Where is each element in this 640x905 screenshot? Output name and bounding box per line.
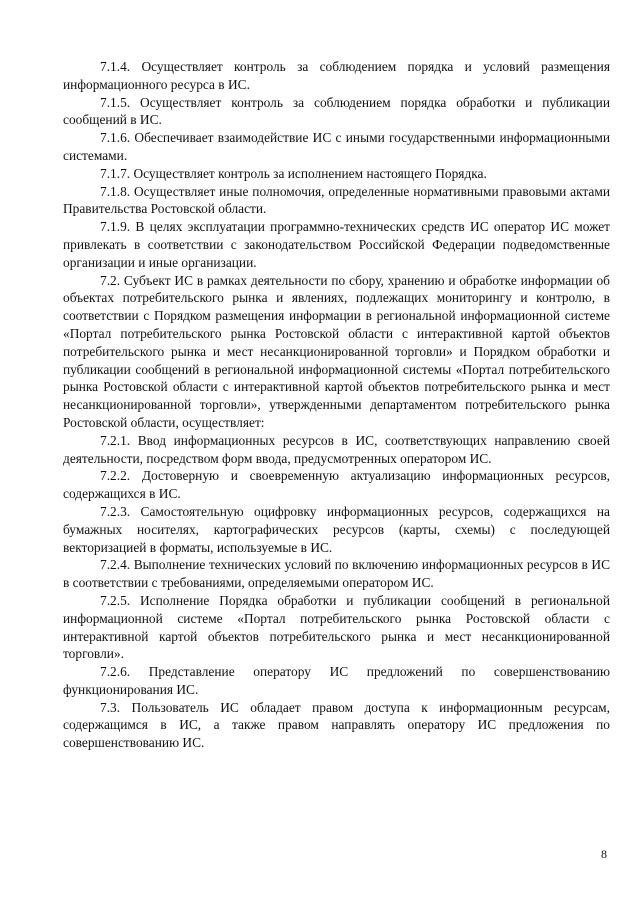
paragraph-7-1-9: 7.1.9. В целях эксплуатации программно-технических средств ИС оператор ИС может привлекать в соответствии с законодательством Российской Федерации подведомственные организации и иные организации. xyxy=(63,219,610,270)
paragraph-7-1-7: 7.1.7. Осуществляет контроль за исполнением настоящего Порядка. xyxy=(100,165,487,181)
paragraph-7-2: 7.2. Субъект ИС в рамках деятельности по сбору, хранению и обработке информации об объектах потребительского рынка и явлениях, подлежащих мониторингу и контролю, в соответствии с Порядком размещения информации в региональной информационной системе «Портал потребительского рынка Ростовской области с интерактивной картой объектов потребительского рынка и мест несанкционированной торговли» и Порядком обработки и публикации сообщений в региональной информационной системы «Портал потребительского рынка Ростовской области с интерактивной картой объектов потребительского рынка и мест несанкционированной торговли», утвержденными департаментом потребительского рынка Ростовской области, осуществляет: xyxy=(63,272,610,430)
paragraph-7-2-3: 7.2.3. Самостоятельную оцифровку информационных ресурсов, содержащихся на бумажных носителях, картографических ресурсов (карты, схемы) с последующей векторизацией в форматы, используемые в ИС. xyxy=(63,503,610,555)
paragraph-7-1-4: 7.1.4. Осуществляет контроль за соблюдением порядка и условий размещения информационного ресурса в ИС. xyxy=(63,59,610,92)
paragraph-7-1-8: 7.1.8. Осуществляет иные полномочия, определенные нормативными правовыми актами Правительства Ростовской области. xyxy=(63,183,610,217)
paragraph-7-2-2: 7.2.2. Достоверную и своевременную актуализацию информационных ресурсов, содержащихся в ИС. xyxy=(63,468,610,502)
document-body xyxy=(63,58,610,752)
paragraph-7-1-6: 7.1.6. Обеспечивает взаимодействие ИС с иными государственными информационными системами. xyxy=(63,130,610,163)
paragraph-7-2-5: 7.2.5. Исполнение Порядка обработки и публикации сообщений в региональной информационной системе «Портал потребительского рынка Ростовской области с интерактивной картой объектов потребительского рынка и мест несанкционированной торговли». xyxy=(63,592,610,662)
paragraph-7-2-4: 7.2.4. Выполнение технических условий по включению информационных ресурсов в ИС в соответствии с требованиями, определяемыми оператором ИС. xyxy=(63,557,610,591)
paragraph-7-2-6: 7.2.6. Представление оператору ИС предложений по совершенствованию функционирования ИС. xyxy=(63,664,610,697)
page-number: 8 xyxy=(601,847,607,861)
paragraph-7-1-5: 7.1.5. Осуществляет контроль за соблюдением порядка обработки и публикации сообщений в ИС. xyxy=(63,94,610,128)
paragraph-7-3: 7.3. Пользователь ИС обладает правом доступа к информационным ресурсам, содержащимся в ИС, а также правом направлять оператору ИС предложения по совершенствованию ИС. xyxy=(63,699,610,751)
paragraph-7-2-1: 7.2.1. Ввод информационных ресурсов в ИС, соответствующих направлению своей деятельности, посредством форм ввода, предусмотренных оператором ИС. xyxy=(63,432,610,466)
